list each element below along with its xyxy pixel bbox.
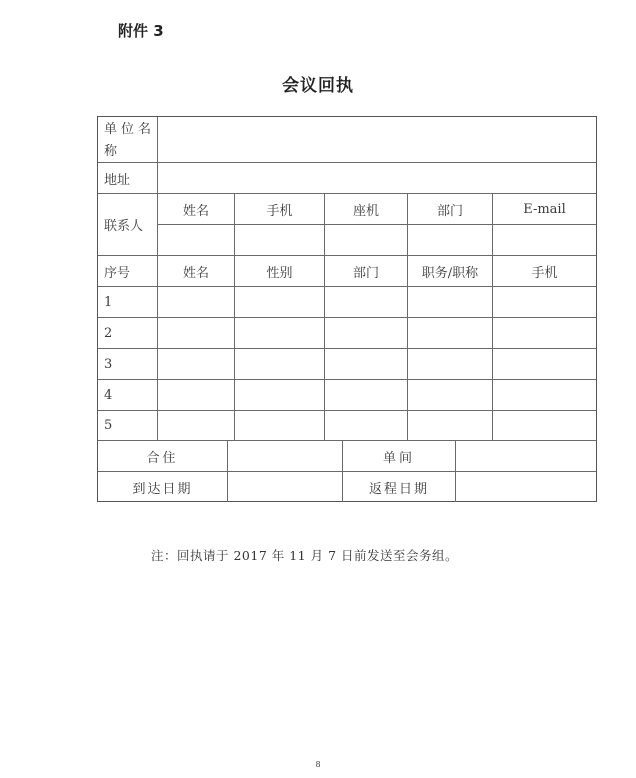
column-divider [234, 193, 235, 440]
arrival-date-field[interactable] [228, 472, 342, 502]
page-number: 8 [315, 760, 321, 769]
contact-header-phone: 座机 [352, 203, 379, 219]
attendee-header-department: 部门 [352, 265, 379, 281]
attendee-header-mobile: 手机 [531, 265, 558, 281]
row-divider [98, 410, 596, 411]
unit-name-field[interactable] [158, 117, 596, 162]
table-row: 5 [104, 418, 113, 433]
table-row: 4 [104, 387, 113, 403]
return-date-field[interactable] [456, 472, 596, 502]
row-divider [98, 379, 596, 380]
address-label: 地址 [104, 172, 131, 188]
row-divider [98, 286, 596, 287]
table-row: 1 [104, 294, 113, 310]
attendee-header-index: 序号 [104, 265, 131, 281]
reply-form-table [97, 116, 597, 502]
attendee-header-gender: 性别 [266, 265, 293, 281]
shared-room-field[interactable] [228, 441, 342, 471]
contact-header-name: 姓名 [182, 203, 209, 219]
table-row: 3 [104, 356, 113, 372]
row-divider [98, 317, 596, 318]
unit-name-label: 单位名称 [104, 122, 156, 159]
column-divider [492, 193, 493, 440]
return-date-label: 返程日期 [368, 481, 429, 497]
single-room-field[interactable] [456, 441, 596, 471]
attendee-header-name: 姓名 [182, 265, 209, 281]
single-room-label: 单间 [382, 450, 415, 466]
column-divider [407, 193, 408, 440]
shared-room-label: 合住 [146, 450, 179, 466]
contact-label: 联系人 [104, 219, 144, 234]
table-row: 2 [104, 325, 113, 341]
row-divider [157, 224, 596, 225]
row-divider [98, 348, 596, 349]
attendee-header-title: 职务/职称 [421, 265, 479, 281]
page-title: 会议回执 [282, 76, 354, 96]
column-divider [324, 193, 325, 440]
address-field[interactable] [158, 163, 596, 193]
contact-header-email: E-mail [523, 201, 566, 217]
contact-header-mobile: 手机 [266, 203, 293, 219]
arrival-date-label: 到达日期 [132, 481, 193, 497]
attachment-label: 附件 3 [118, 22, 164, 40]
contact-header-department: 部门 [436, 203, 463, 219]
submission-note: 注：回执请于 2017 年 11 月 7 日前发送至会务组。 [151, 548, 459, 563]
